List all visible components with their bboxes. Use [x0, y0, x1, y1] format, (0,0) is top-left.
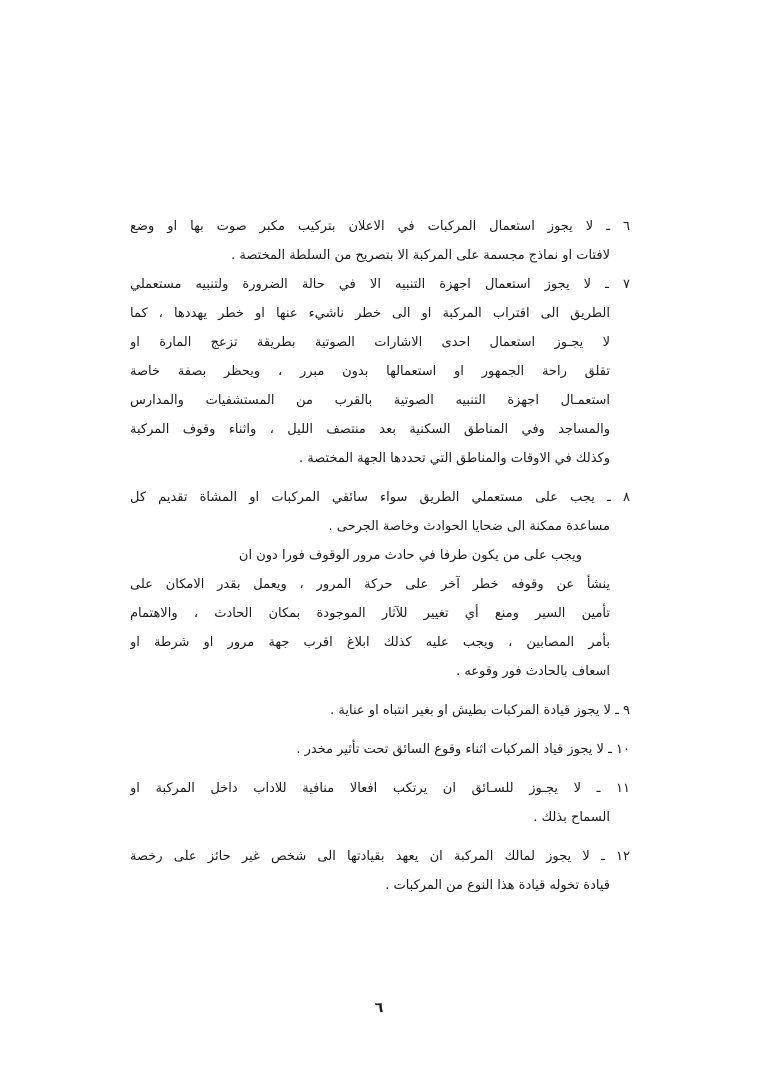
text-line: والمساجد وفي المناطق السكنية بعد منتصف الليل ، واثناء وقوف المركبة — [130, 422, 610, 437]
text-line: تقلق راحة الجمهور او استعمالها بدون مبرر ، ويحظر بصفة خاصة — [130, 364, 610, 379]
article-item-10 — [130, 735, 630, 764]
article-item-12 — [130, 842, 630, 900]
text-line: الطريق الى اقتراب المركبة او الى خطر ناشيء عنها او خطر يهددها ، كما — [130, 306, 610, 321]
text-line: السماح بذلك . — [533, 810, 610, 825]
text-line: ١٢ ـ لا يجوز لمالك المركبة ان يعهد بقيادتها الى شخص غير حائز على رخصة — [130, 849, 630, 864]
article-item-6 — [130, 212, 630, 270]
text-line: ٨ ـ يجب على مستعملي الطريق سواء سائقي المركبات او المشاة تقديم كل — [130, 490, 630, 505]
text-line: تأمين السير ومنع أي تغيير للآثار الموجودة بمكان الحادث ، والاهتمام — [130, 606, 610, 621]
text-line: وكذلك في الاوقات والمناطق التي تحددها الجهة المختصة . — [299, 451, 610, 466]
article-item-11 — [130, 774, 630, 832]
text-line: بأمر المصابين ، ويجب عليه كذلك ابلاغ اقرب جهة مرور او شرطة او — [130, 635, 610, 650]
text-line: ١٠ ـ لا يجوز قياد المركبات اثناء وقوع السائق تحت تأثير مخدر . — [296, 742, 630, 757]
text-line: ١١ ـ لا يجـوز للسـائق ان يرتكب افعالا منافية للاداب داخل المركبة او — [130, 781, 630, 796]
text-line: لا يجـوز استعمال احدى الاشارات الصوتية بطريقة تزعج المارة او — [130, 335, 610, 350]
text-line: لافتات او نماذج مجسمة على المركبة الا بتصريح من السلطة المختصة . — [231, 248, 610, 263]
text-line: ويجب على من يكون طرفا في حادث مرور الوقوف فورا دون ان — [238, 548, 582, 563]
text-line: استعمـال اجهزة التنبيه الصوتية بالقرب من المستشفيات والمدارس — [130, 393, 610, 408]
page-number: ٦ — [374, 1000, 384, 1016]
text-line: ٧ ـ لا يجوز استعمال اجهزة التنبيه الا في حالة الضرورة ولتنبيه مستعملي — [130, 277, 630, 292]
article-item-9 — [130, 696, 630, 725]
text-line: اسعاف بالحادث فور وقوعه . — [456, 664, 610, 679]
text-line: مساعدة ممكنة الى ضحايا الحوادث وخاصة الجرحى . — [328, 519, 610, 534]
text-line: ينشأ عن وقوفه خطر آخر على حركة المرور ، ويعمل بقدر الامكان على — [130, 577, 610, 592]
text-line: ٦ ـ لا يجوز استعمال المركبات في الاعلان بتركيب مكبر صوت بها او وضع — [130, 219, 630, 234]
article-item-8 — [130, 483, 630, 686]
document-body — [130, 212, 630, 900]
text-line: ٩ ـ لا يجوز قيادة المركبات بطيش او بغير انتباه او عناية . — [330, 703, 630, 718]
text-line: قيادة تخوله قيادة هذا النوع من المركبات . — [385, 878, 610, 893]
article-item-7 — [130, 270, 630, 473]
